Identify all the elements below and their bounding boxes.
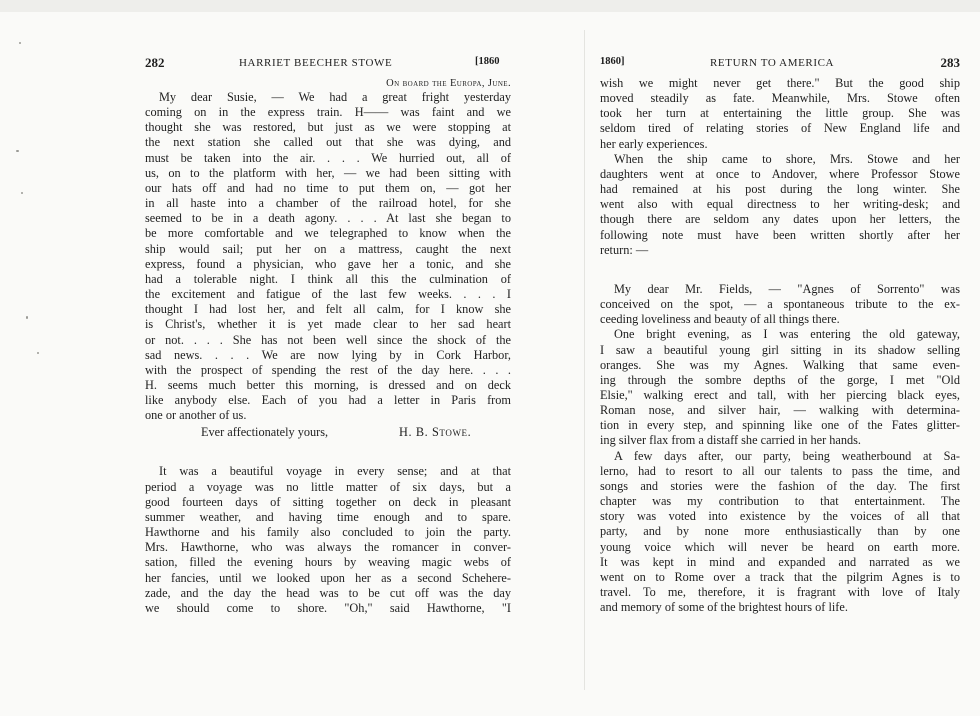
text-line: took her turn at entertaining the little group. She was	[600, 106, 960, 121]
text-line: wish we might never get there." But the good ship	[600, 76, 960, 90]
text-line: sation, filled the evening hours by weaving magic webs of	[145, 555, 511, 570]
text-line: or not. . . . She has not been well since the shock of the	[145, 332, 511, 347]
letter-paragraph	[600, 327, 960, 448]
text-line: one or another of us.	[145, 408, 247, 423]
text-line: following note must have been written shortly after her	[600, 227, 960, 242]
text-line: like anybody else. Each of you had a letter in Paris from	[145, 393, 511, 408]
text-line: moved steadily as fate. Meanwhile, Mrs. Stowe often	[600, 91, 960, 106]
page-number: 282	[145, 55, 165, 70]
narrative-paragraph	[145, 464, 511, 616]
text-line: conceived on the spot, — a spontaneous tribute to the ex-	[600, 297, 960, 312]
text-line: Elsie," walking erect and tall, with her piercing black eyes,	[600, 387, 960, 402]
text-line: thought I had lost her, and felt all calm, for I know she	[145, 302, 511, 317]
text-line: must be taken into the air. . . . We hurried out, all of	[145, 150, 511, 165]
text-line: story was voted into existence by the voices of all that	[600, 509, 960, 524]
text-line: her early experiences.	[600, 136, 708, 151]
text-line: the next station she called out that she was dying, and	[145, 135, 511, 150]
text-line: ing silver flax from a distaff she carried in her hands.	[600, 433, 861, 448]
left-page	[145, 50, 511, 616]
text-line: zade, and the day the head was to be cut off was the day	[145, 585, 511, 600]
text-line: good fourteen days of sitting together on deck in pleasant	[145, 494, 511, 509]
text-line: travel. To me, therefore, it is fragrant with love of Italy	[600, 585, 960, 599]
text-line: It was a beautiful voyage in every sense; and at that	[159, 464, 511, 479]
text-line: and memory of some of the brightest hours of life.	[600, 600, 848, 615]
text-line: My dear Mr. Fields, — "Agnes of Sorrento" was	[614, 281, 960, 296]
page-gutter	[584, 30, 585, 690]
text-line: My dear Susie, — We had a great fright yesterday	[159, 90, 511, 104]
letter-body	[145, 90, 511, 423]
text-line: One bright evening, as I was entering the old gateway,	[614, 327, 960, 342]
text-line: went on to Rome over a track that the pilgrim Agnes is to	[600, 569, 960, 584]
text-line: be more comfortable and we telegraphed to know when the	[145, 226, 511, 241]
paragraph-gap	[600, 258, 960, 282]
text-line: Roman nose, and silver hair, — walking with determina-	[600, 403, 960, 418]
text-line: A few days after, our party, being weatherbound at Sa-	[614, 448, 960, 463]
text-line: is Christ's, whether it is yet made clear to her sad heart	[145, 317, 511, 332]
text-line: Mrs. Hawthorne, who was always the romancer in conver-	[145, 540, 511, 555]
letter-signature: H. B. Stowe.	[399, 425, 472, 440]
narrative-paragraph	[600, 152, 960, 258]
text-line: ship would sail; put her on a mattress, caught the next	[145, 241, 511, 256]
text-line: thought she was restored, but just as we were stopping at	[145, 120, 511, 135]
running-year: 1860]	[600, 56, 625, 67]
text-line: lerno, had to resort to all our talents to pass the time, and	[600, 463, 960, 478]
text-line: our hats off and had no time to put them on, — got her	[145, 180, 511, 195]
text-line: with the prospect of spending the rest of the day here. . . .	[145, 362, 511, 377]
text-line: When the ship came to shore, Mrs. Stowe and her	[614, 151, 960, 166]
text-line: we should come to shore. "Oh," said Hawthorne, "I	[145, 600, 511, 615]
running-year: [1860	[475, 56, 500, 67]
text-line: summer weather, and having time enough and to spare.	[145, 509, 511, 524]
left-running-head	[145, 50, 511, 72]
text-line: ceeding loveliness and beauty of all things there.	[600, 312, 840, 327]
text-line: I saw a beautiful young girl sitting in its shadow selling	[600, 342, 960, 357]
running-title: HARRIET BEECHER STOWE	[239, 57, 393, 69]
right-running-head	[600, 50, 960, 72]
text-line: tion in every step, and spinning like one of the Fates glitter-	[600, 418, 960, 433]
text-line: had remained at his post during the long winter. She	[600, 182, 960, 197]
letter-dateline: On board the Europa, June.	[386, 78, 511, 89]
text-line: H. seems much better this morning, is dressed and on deck	[145, 377, 511, 392]
text-line: period a voyage was no little matter of six days, but a	[145, 479, 511, 494]
text-line: her fancies, until we looked upon her as a second Schehere-	[145, 570, 511, 585]
text-line: though there are seldom any dates upon her letters, the	[600, 212, 960, 227]
text-line: party, and by none more enthusiastically than by one	[600, 524, 960, 539]
text-line: in all haste into a chamber of the railroad hotel, for she	[145, 196, 511, 211]
right-page	[600, 50, 960, 615]
text-line: express, found a physician, who gave her a tonic, and she	[145, 256, 511, 271]
text-line: ing through the sombre depths of the gorge, I met "Old	[600, 372, 960, 387]
text-line: coming on in the express train. H—— was faint and we	[145, 105, 511, 120]
scan-speck	[21, 192, 23, 194]
text-line: daughters went at once to Andover, where Professor Stowe	[600, 166, 960, 181]
text-line: It was kept in mind and expanded and narrated as we	[600, 554, 960, 569]
text-line: young voice which will never be heard on earth more.	[600, 539, 960, 554]
text-line: return: —	[600, 242, 649, 257]
narrative-continuation	[600, 76, 960, 152]
text-line: seemed to be in a death agony. . . . At last she began to	[145, 211, 511, 226]
text-line: sad news. . . . We are now lying by in Cork Harbor,	[145, 347, 511, 362]
scan-speck	[26, 316, 28, 319]
scan-edge	[0, 0, 980, 12]
text-line: seldom tired of relating stories of New England life and	[600, 121, 960, 136]
paragraph-gap	[145, 440, 511, 464]
letter-closing: Ever affectionately yours,	[201, 425, 329, 440]
text-line: the excitement and fatigue of the last few weeks. . . . I	[145, 287, 511, 302]
text-line: songs and stories were the fashion of the day. The first	[600, 478, 960, 493]
text-line: oranges. She was my Agnes. Walking that same even-	[600, 357, 960, 372]
scan-speck	[37, 352, 39, 354]
text-line: us, on to the platform with her, — we had been sitting with	[145, 165, 511, 180]
letter-signoff	[145, 425, 511, 440]
scan-speck	[16, 150, 19, 152]
letter-paragraph	[600, 282, 960, 327]
running-title: RETURN TO AMERICA	[710, 57, 835, 69]
text-line: chapter was my contribution to that entertainment. The	[600, 494, 960, 509]
text-line: Hawthorne and his family also concluded to join the party.	[145, 525, 511, 540]
text-line: had a tolerable night. I think all this the culmination of	[145, 271, 511, 286]
letter-paragraph	[600, 449, 960, 616]
page-number: 283	[940, 55, 960, 70]
text-line: went also with equal directness to her writing-desk; and	[600, 197, 960, 212]
scan-speck	[19, 42, 21, 44]
